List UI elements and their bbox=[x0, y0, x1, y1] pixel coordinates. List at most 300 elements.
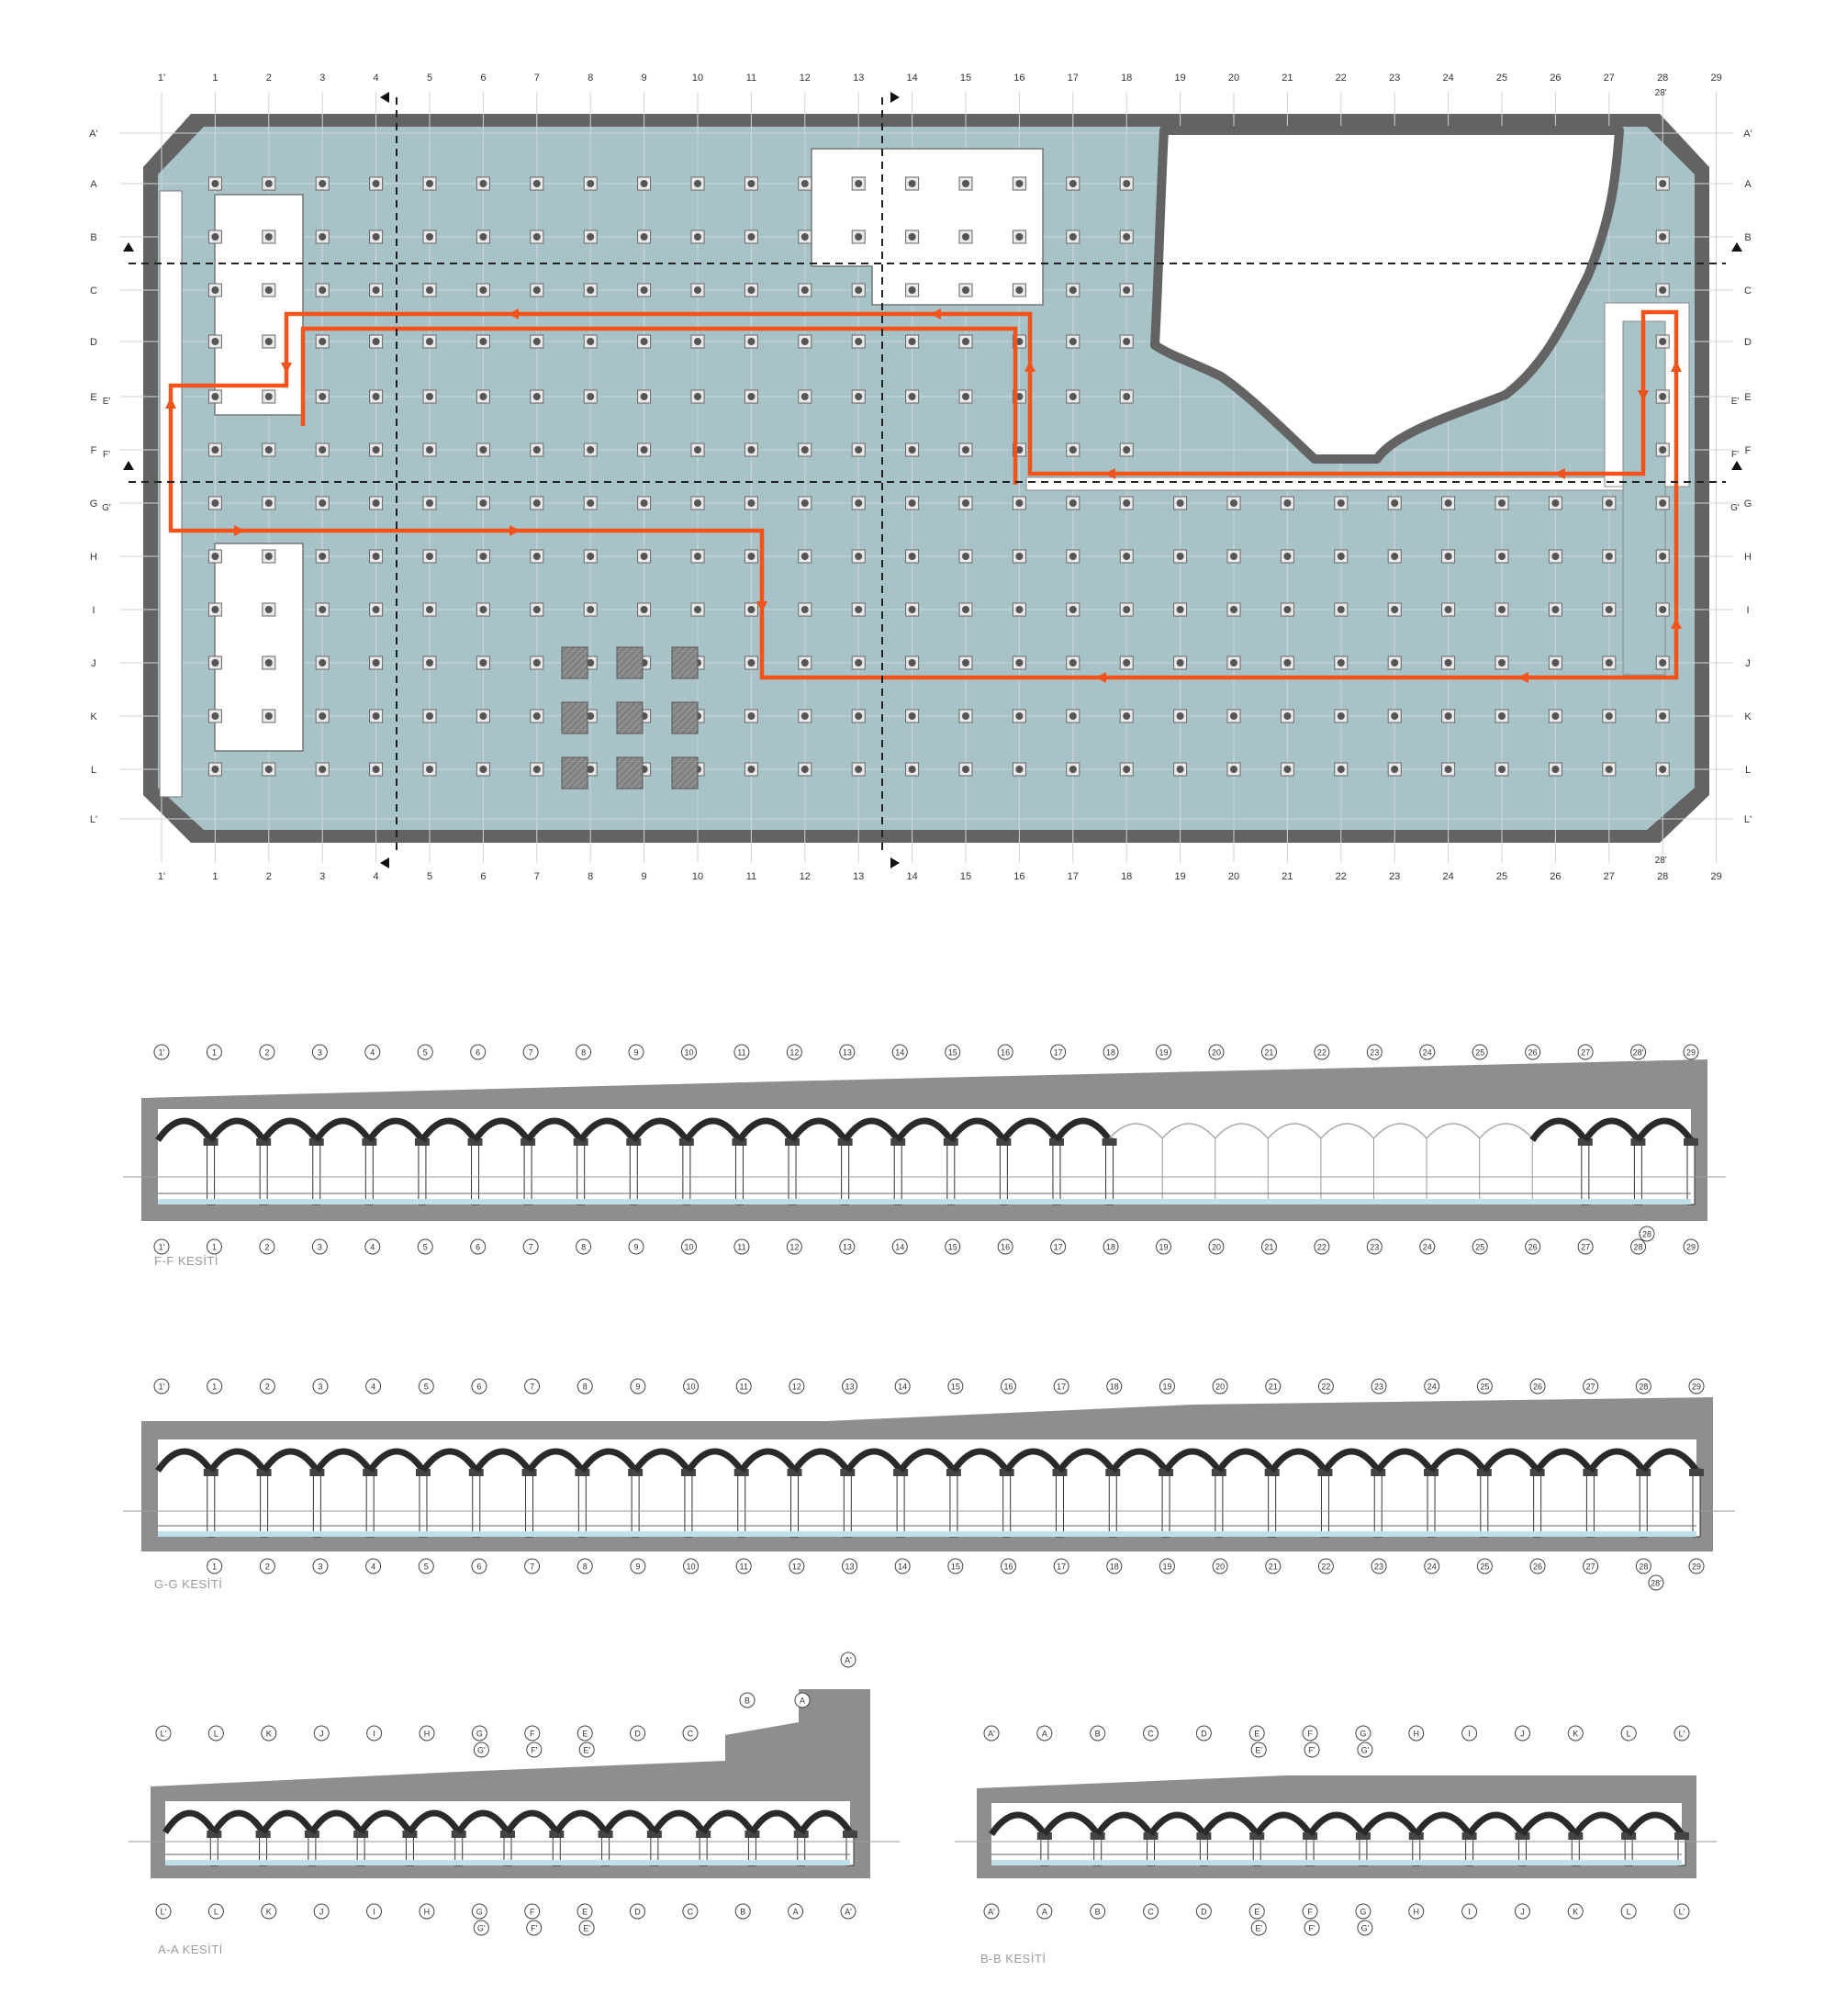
section-label-bottom: 23 bbox=[1370, 1242, 1380, 1252]
plan-pier bbox=[1656, 390, 1669, 403]
plan-pier-shaft bbox=[1123, 499, 1130, 507]
plan-pier bbox=[1495, 710, 1508, 722]
section-label-bottom: 21 bbox=[1264, 1242, 1274, 1252]
plan-pier bbox=[906, 497, 919, 510]
plan-pier-shaft bbox=[694, 233, 701, 241]
section-column bbox=[1056, 1469, 1063, 1537]
section-column bbox=[1534, 1469, 1541, 1537]
plan-column-label-bottom: 26 bbox=[1550, 871, 1562, 882]
plan-pier-shaft bbox=[1498, 606, 1506, 613]
plan-pier bbox=[1227, 603, 1240, 616]
plan-row-label-left: I bbox=[92, 605, 95, 616]
plan-column-label-bottom: 2 bbox=[265, 871, 272, 882]
section-label-bottom: F bbox=[1307, 1907, 1313, 1917]
plan-pier bbox=[906, 603, 919, 616]
plan-pier bbox=[1067, 656, 1080, 669]
plan-pier bbox=[799, 656, 812, 669]
plan-pier-shaft bbox=[373, 233, 380, 241]
plan-pier bbox=[1656, 603, 1669, 616]
section-label-top: 5 bbox=[422, 1047, 428, 1058]
plan-pier bbox=[799, 710, 812, 722]
plan-pier-shaft bbox=[1177, 499, 1184, 507]
plan-pier-shaft bbox=[962, 393, 969, 400]
plan-column-label-top: 1' bbox=[157, 73, 166, 84]
section-label-bottom: 8 bbox=[582, 1562, 588, 1572]
plan-pier-shaft bbox=[533, 338, 541, 345]
plan-pier bbox=[1281, 550, 1293, 563]
plan-pier bbox=[959, 177, 972, 190]
plan-pier-shaft bbox=[1015, 766, 1023, 773]
plan-pier-shaft bbox=[265, 393, 273, 400]
section-label-top: 3 bbox=[318, 1382, 323, 1392]
plan-pier-shaft bbox=[962, 180, 969, 187]
plan-column-label-top: 17 bbox=[1067, 73, 1079, 84]
section-column bbox=[894, 1138, 901, 1204]
plan-pier-shaft bbox=[1391, 606, 1398, 613]
section-label-bottom: 27 bbox=[1581, 1242, 1591, 1252]
section-capital bbox=[843, 1831, 857, 1838]
plan-pier-shaft bbox=[641, 233, 648, 241]
section-label-top: A bbox=[1041, 1729, 1047, 1739]
section-label-top: K bbox=[265, 1729, 272, 1739]
plan-pier bbox=[263, 656, 275, 669]
plan-pier-shaft bbox=[1123, 233, 1130, 241]
section-column bbox=[207, 1469, 215, 1537]
plan-pier bbox=[1281, 763, 1293, 776]
plan-pier bbox=[531, 230, 543, 243]
plan-pier bbox=[852, 550, 865, 563]
plan-pier bbox=[316, 335, 329, 348]
plan-pier bbox=[370, 443, 383, 456]
plan-pier bbox=[1013, 284, 1025, 297]
plan-pier-shaft bbox=[1283, 766, 1291, 773]
plan-pier-shaft bbox=[479, 233, 487, 241]
section-label-bottom: 29 bbox=[1685, 1242, 1696, 1252]
plan-pier-shaft bbox=[265, 233, 273, 241]
plan-pier bbox=[959, 284, 972, 297]
plan-column-label-bottom: 22 bbox=[1335, 871, 1347, 882]
plan-pier bbox=[959, 390, 972, 403]
plan-column-label-bottom: 28 bbox=[1657, 871, 1669, 882]
plan-pier-shaft bbox=[1606, 499, 1613, 507]
plan-pier bbox=[370, 763, 383, 776]
plan-pier bbox=[1067, 177, 1080, 190]
section-label-top: 1 bbox=[211, 1047, 217, 1058]
section-column bbox=[842, 1138, 849, 1204]
plan-pier bbox=[423, 763, 436, 776]
plan-pier-shaft bbox=[265, 766, 273, 773]
section-label-bottom: 29 bbox=[1691, 1562, 1702, 1572]
plan-pier bbox=[370, 284, 383, 297]
section-column bbox=[683, 1138, 690, 1204]
plan-pier bbox=[744, 603, 757, 616]
section-label-top: 6 bbox=[476, 1047, 481, 1058]
section-column bbox=[844, 1469, 851, 1537]
plan-row-label-left: E bbox=[90, 392, 97, 403]
plan-pier-shaft bbox=[962, 286, 969, 294]
plan-pier-shaft bbox=[211, 766, 218, 773]
section-label-bottom-secondary: F' bbox=[1308, 1923, 1315, 1933]
plan-pier bbox=[476, 284, 489, 297]
plan-walkway-strip bbox=[1026, 477, 1632, 490]
plan-pier-shaft bbox=[211, 180, 218, 187]
plan-column-label-top: 21 bbox=[1282, 73, 1293, 84]
section-label-bottom: 20 bbox=[1215, 1562, 1226, 1572]
plan-pier-shaft bbox=[426, 499, 433, 507]
plan-pier-shaft bbox=[1551, 553, 1559, 560]
section-column bbox=[791, 1469, 799, 1537]
plan-pier bbox=[1388, 550, 1401, 563]
plan-pier bbox=[1174, 763, 1187, 776]
section-label-top: 1 bbox=[212, 1382, 218, 1392]
plan-pier-shaft bbox=[373, 286, 380, 294]
section-column bbox=[1481, 1469, 1488, 1537]
section-label-top: B bbox=[1094, 1729, 1101, 1739]
plan-pier bbox=[476, 335, 489, 348]
plan-pier-shaft bbox=[426, 286, 433, 294]
plan-pier-shaft bbox=[587, 233, 594, 241]
plan-pier bbox=[1495, 603, 1508, 616]
plan-pier-shaft bbox=[1230, 553, 1237, 560]
plan-pier-shaft bbox=[1230, 766, 1237, 773]
section-label-top: 23 bbox=[1374, 1382, 1384, 1392]
plan-column-label-bottom: 20 bbox=[1227, 871, 1240, 882]
plan-pier-shaft bbox=[694, 499, 701, 507]
plan-pier bbox=[852, 497, 865, 510]
section-column bbox=[1215, 1469, 1223, 1537]
plan-pier-shaft bbox=[855, 712, 862, 720]
plan-pier-shaft bbox=[479, 659, 487, 666]
plan-row-label-left: C bbox=[90, 286, 97, 297]
plan-pier bbox=[1120, 603, 1133, 616]
plan-pier-shaft bbox=[1283, 712, 1291, 720]
plan-column-label-top: 28 bbox=[1657, 73, 1669, 84]
section-label-top: 20 bbox=[1211, 1047, 1221, 1058]
section-label-bottom: A bbox=[1041, 1907, 1047, 1917]
section-label-bottom: 25 bbox=[1475, 1242, 1485, 1252]
plan-pier-shaft bbox=[426, 712, 433, 720]
section-label-bottom: 15 bbox=[950, 1562, 960, 1572]
plan-pier-shaft bbox=[855, 180, 862, 187]
plan-pier-shaft bbox=[426, 446, 433, 454]
plan-pier bbox=[208, 390, 221, 403]
plan-column-label-top: 12 bbox=[799, 73, 811, 84]
plan-pier bbox=[208, 443, 221, 456]
plan-pier-shaft bbox=[479, 712, 487, 720]
plan-row-label-right: F bbox=[1744, 445, 1752, 456]
plan-pier bbox=[476, 710, 489, 722]
plan-pier bbox=[584, 497, 597, 510]
plan-row-label-left: B bbox=[90, 232, 97, 243]
plan-pier-shaft bbox=[211, 499, 218, 507]
plan-row-label-left: F bbox=[90, 445, 97, 456]
plan-pier-shaft bbox=[855, 499, 862, 507]
section-column bbox=[685, 1469, 692, 1537]
section-label-bottom: 8 bbox=[581, 1242, 587, 1252]
plan-pier-shaft bbox=[962, 446, 969, 454]
plan-pier bbox=[1656, 497, 1669, 510]
section-label-top: 2 bbox=[264, 1047, 270, 1058]
plan-pier bbox=[208, 177, 221, 190]
plan-pier-shaft bbox=[641, 606, 648, 613]
section-label-top: 27 bbox=[1585, 1382, 1595, 1392]
plan-pier bbox=[316, 656, 329, 669]
plan-row-label-right: B bbox=[1744, 232, 1752, 243]
section-label-bottom: 17 bbox=[1053, 1242, 1063, 1252]
plan-pier bbox=[1549, 710, 1562, 722]
plan-pier-shaft bbox=[1659, 499, 1666, 507]
section-label-upper: A' bbox=[845, 1655, 852, 1665]
plan-pier bbox=[370, 497, 383, 510]
plan-pier-shaft bbox=[319, 180, 326, 187]
plan-pier bbox=[263, 497, 275, 510]
plan-pier-shaft bbox=[801, 499, 809, 507]
plan-pier-shaft bbox=[1123, 606, 1130, 613]
plan-pier bbox=[1495, 656, 1508, 669]
plan-pier bbox=[799, 177, 812, 190]
plan-pier bbox=[1013, 550, 1025, 563]
plan-pier bbox=[531, 603, 543, 616]
section-label-top-secondary: G' bbox=[477, 1745, 486, 1755]
plan-pier-shaft bbox=[1606, 766, 1613, 773]
section-label-bottom: 23 bbox=[1374, 1562, 1384, 1572]
plan-row-label-right: D bbox=[1744, 337, 1752, 348]
section-label-bottom: 25 bbox=[1480, 1562, 1490, 1572]
section-label-bottom: 13 bbox=[842, 1242, 852, 1252]
section-column bbox=[1106, 1138, 1114, 1204]
plan-pier bbox=[370, 177, 383, 190]
plan-pier-shaft bbox=[801, 180, 809, 187]
plan-pier bbox=[1227, 497, 1240, 510]
section-label-top: 11 bbox=[739, 1382, 748, 1392]
section-ff bbox=[123, 1045, 1726, 1268]
plan-pier-shaft bbox=[587, 393, 594, 400]
plan-column-label-top: 25 bbox=[1495, 73, 1508, 84]
plan-pier-shaft bbox=[1391, 659, 1398, 666]
plan-row-label-left: G bbox=[89, 498, 98, 510]
plan-pier bbox=[744, 656, 757, 669]
plan-pier-shaft bbox=[319, 499, 326, 507]
plan-pier-shaft bbox=[1069, 659, 1077, 666]
plan-pier bbox=[1120, 177, 1133, 190]
plan-pier-shaft bbox=[909, 606, 916, 613]
plan-pier bbox=[1227, 763, 1240, 776]
section-label-bottom: G bbox=[1360, 1907, 1367, 1917]
plan-pier bbox=[638, 603, 651, 616]
section-label-top: F bbox=[1307, 1729, 1313, 1739]
plan-pier-shaft bbox=[211, 659, 218, 666]
plan-pier bbox=[423, 656, 436, 669]
plan-pier bbox=[1120, 763, 1133, 776]
plan-pier-shaft bbox=[1498, 712, 1506, 720]
plan-pier-shaft bbox=[265, 553, 273, 560]
section-label-bottom: D bbox=[1201, 1907, 1207, 1917]
plan-pier bbox=[263, 550, 275, 563]
section-label-bottom-secondary: F' bbox=[531, 1923, 538, 1933]
section-label-top-secondary: G' bbox=[1360, 1745, 1370, 1755]
section-label-top: 17 bbox=[1053, 1047, 1063, 1058]
plan-column-label-bottom: 9 bbox=[641, 871, 647, 882]
plan-pier-shaft bbox=[1123, 766, 1130, 773]
plan-pier bbox=[316, 497, 329, 510]
section-label-top: 12 bbox=[789, 1047, 800, 1058]
section-label-bottom: 21 bbox=[1268, 1562, 1278, 1572]
plan-pier-shaft bbox=[1177, 553, 1184, 560]
plan-pier bbox=[316, 177, 329, 190]
section-label-bottom: 16 bbox=[1003, 1562, 1013, 1572]
section-label-top: 2 bbox=[264, 1382, 270, 1392]
section-label-top: 25 bbox=[1475, 1047, 1485, 1058]
plan-pier-shaft bbox=[587, 606, 594, 613]
section-label-bottom-secondary: E' bbox=[583, 1923, 590, 1933]
section-column bbox=[1693, 1469, 1700, 1537]
plan-pier-shaft bbox=[909, 659, 916, 666]
plan-pier-shaft bbox=[1338, 659, 1345, 666]
plan-pier-shaft bbox=[1283, 606, 1291, 613]
section-column bbox=[1053, 1138, 1060, 1204]
plan-pier bbox=[476, 443, 489, 456]
plan-pier-shaft bbox=[1338, 553, 1345, 560]
section-label-top: 15 bbox=[947, 1047, 957, 1058]
section-label-top: 7 bbox=[530, 1382, 535, 1392]
plan-row-label-right: C bbox=[1744, 286, 1752, 297]
plan-pier-shaft bbox=[641, 286, 648, 294]
plan-pier-shaft bbox=[265, 659, 273, 666]
plan-pier-shaft bbox=[909, 766, 916, 773]
plan-pier bbox=[1549, 550, 1562, 563]
section-label-top: 24 bbox=[1422, 1047, 1432, 1058]
plan-pier bbox=[959, 550, 972, 563]
plan-pier-shaft bbox=[373, 766, 380, 773]
plan-pier bbox=[1120, 550, 1133, 563]
section-column bbox=[947, 1138, 955, 1204]
plan-pier-shaft bbox=[1230, 659, 1237, 666]
plan-pier bbox=[959, 443, 972, 456]
section-label-top: L bbox=[213, 1729, 218, 1739]
plan-pier bbox=[799, 603, 812, 616]
plan-column-label-bottom: 18 bbox=[1121, 871, 1133, 882]
plan-pier bbox=[1335, 497, 1348, 510]
section-caption: A-A KESİTİ bbox=[158, 1943, 223, 1956]
plan-pier-shaft bbox=[265, 606, 273, 613]
section-column bbox=[261, 1469, 268, 1537]
section-label-bottom: J bbox=[319, 1907, 324, 1917]
plan-pier bbox=[316, 603, 329, 616]
plan-pier bbox=[1335, 550, 1348, 563]
plan-column-label-top: 3 bbox=[319, 73, 326, 84]
plan-pier-shaft bbox=[1659, 338, 1666, 345]
cistern-floor-plan bbox=[89, 73, 1752, 882]
plan-pier-shaft bbox=[1069, 766, 1077, 773]
plan-pier-shaft bbox=[479, 606, 487, 613]
plan-pier-shaft bbox=[1498, 499, 1506, 507]
plan-row-label-right-secondary: F' bbox=[1730, 450, 1740, 460]
section-capital bbox=[1684, 1138, 1698, 1146]
section-label-bottom: 28 bbox=[1639, 1562, 1649, 1572]
plan-pier-shaft bbox=[1606, 712, 1613, 720]
plan-pier-shaft bbox=[1659, 393, 1666, 400]
plan-pier bbox=[799, 230, 812, 243]
section-label-top: 16 bbox=[1003, 1382, 1013, 1392]
section-column bbox=[313, 1469, 320, 1537]
section-column bbox=[526, 1469, 533, 1537]
section-label-bottom: 15 bbox=[947, 1242, 957, 1252]
section-label-top: E bbox=[1254, 1729, 1260, 1739]
plan-pier bbox=[423, 284, 436, 297]
plan-pier bbox=[370, 603, 383, 616]
plan-row-label-left: L bbox=[90, 765, 97, 776]
plan-pier-shaft bbox=[855, 659, 862, 666]
plan-pier-shaft bbox=[319, 286, 326, 294]
section-label-top: 13 bbox=[845, 1382, 855, 1392]
section-label-top: E bbox=[582, 1729, 588, 1739]
plan-pier bbox=[584, 550, 597, 563]
section-label-top: 9 bbox=[635, 1382, 641, 1392]
plan-pier bbox=[1067, 763, 1080, 776]
plan-pier bbox=[208, 656, 221, 669]
plan-pier bbox=[263, 710, 275, 722]
plan-pier-shaft bbox=[1177, 712, 1184, 720]
plan-pier-shaft bbox=[1069, 286, 1077, 294]
plan-pier bbox=[1174, 710, 1187, 722]
plan-pier bbox=[370, 390, 383, 403]
plan-pier bbox=[423, 443, 436, 456]
plan-pier-shaft bbox=[426, 393, 433, 400]
plan-pier bbox=[423, 710, 436, 722]
plan-pier-shaft bbox=[1230, 499, 1237, 507]
plan-pier-shaft bbox=[533, 553, 541, 560]
section-column bbox=[1687, 1138, 1695, 1204]
plan-pier bbox=[1013, 656, 1025, 669]
plan-pier bbox=[691, 390, 704, 403]
plan-pier bbox=[316, 284, 329, 297]
section-label-top: 22 bbox=[1321, 1382, 1331, 1392]
section-label-bottom: 26 bbox=[1533, 1562, 1543, 1572]
section-label-bottom: 18 bbox=[1106, 1242, 1116, 1252]
plan-pier-shaft bbox=[801, 233, 809, 241]
plan-pier-shaft bbox=[1445, 766, 1452, 773]
section-label-bottom: 20 bbox=[1211, 1242, 1221, 1252]
section-aa bbox=[129, 1652, 900, 1956]
plan-pier bbox=[799, 550, 812, 563]
plan-pier bbox=[691, 335, 704, 348]
section-label-bottom: H bbox=[1413, 1907, 1420, 1917]
plan-pier-shaft bbox=[1123, 659, 1130, 666]
plan-pier-shaft bbox=[801, 446, 809, 454]
section-label-top: 25 bbox=[1480, 1382, 1490, 1392]
plan-column-label-top: 9 bbox=[641, 73, 647, 84]
section-label-top: 27 bbox=[1581, 1047, 1591, 1058]
plan-pier-shaft bbox=[855, 233, 862, 241]
plan-pier bbox=[476, 390, 489, 403]
section-label-top: 1' bbox=[158, 1382, 165, 1392]
plan-pier-shaft bbox=[1659, 233, 1666, 241]
plan-pier bbox=[1656, 177, 1669, 190]
plan-column-label-bottom: 24 bbox=[1442, 871, 1454, 882]
section-label-top: 10 bbox=[684, 1047, 694, 1058]
plan-pier bbox=[799, 335, 812, 348]
section-label-bottom: L bbox=[1626, 1907, 1631, 1917]
plan-pier bbox=[1603, 710, 1616, 722]
plan-pier-shaft bbox=[1069, 180, 1077, 187]
plan-pier bbox=[1549, 763, 1562, 776]
plan-pier-shaft bbox=[1015, 286, 1023, 294]
plan-pier bbox=[1442, 763, 1455, 776]
section-label-top: 6 bbox=[476, 1382, 482, 1392]
section-label-bottom: A' bbox=[988, 1907, 995, 1917]
plan-pier bbox=[691, 284, 704, 297]
plan-pier bbox=[744, 710, 757, 722]
